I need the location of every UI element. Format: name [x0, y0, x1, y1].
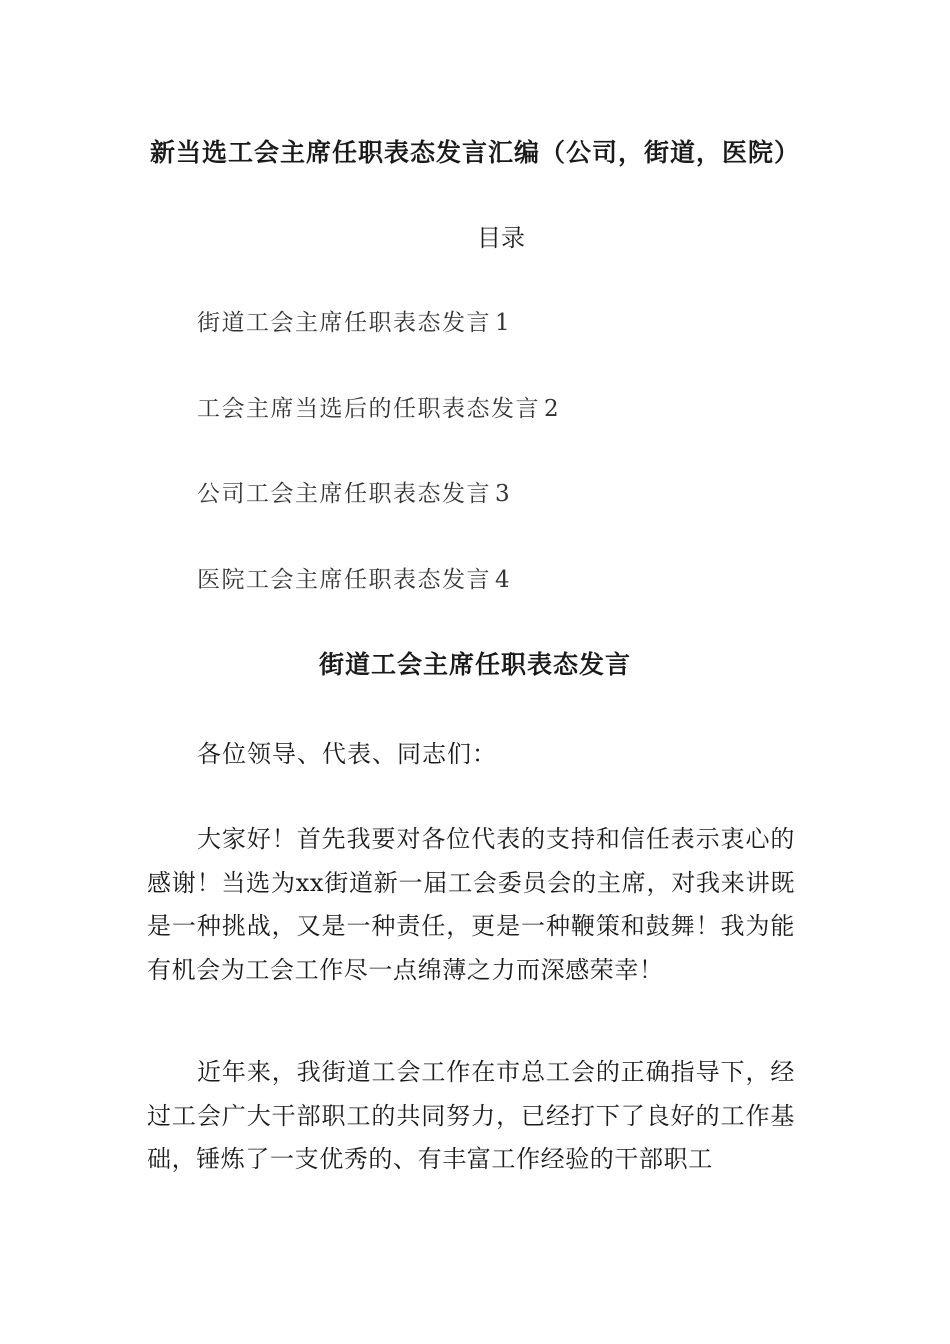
toc-item-label: 公司工会主席任职表态发言: [197, 481, 491, 507]
toc-item-page: 3: [495, 481, 512, 507]
toc-item[interactable]: [197, 303, 511, 343]
document-title: 新当选工会主席任职表态发言汇编（公司，街道，医院）: [149, 138, 800, 167]
toc-item[interactable]: [197, 474, 511, 514]
body-paragraph: 大家好！首先我要对各位代表的支持和信任表示衷心的感谢！当选为xx街道新一届工会委员会的主席，对我来讲既是一种挑战，又是一种责任，更是一种鞭策和鼓舞！我为能有机会为工会工作尽一点绵薄之力而深感荣幸！: [147, 825, 795, 984]
body-paragraph: 近年来，我街道工会工作在市总工会的正确指导下，经过工会广大干部职工的共同努力，已经打下了良好的工作基础，锤炼了一支优秀的、有丰富工作经验的干部职工: [147, 1058, 795, 1173]
toc-item[interactable]: [197, 389, 560, 429]
toc-item-label: 工会主席当选后的任职表态发言: [197, 396, 540, 422]
toc-heading: 目录: [477, 224, 525, 252]
toc-item-label: 医院工会主席任职表态发言: [197, 567, 491, 593]
toc-item[interactable]: [197, 560, 511, 600]
section-title: 街道工会主席任职表态发言: [318, 650, 631, 679]
toc-item-label: 街道工会主席任职表态发言: [197, 310, 491, 336]
toc-item-page: 1: [495, 310, 512, 336]
salutation: 各位领导、代表、同志们：: [197, 740, 497, 768]
toc-item-page: 2: [544, 396, 561, 422]
toc-item-page: 4: [495, 567, 512, 593]
